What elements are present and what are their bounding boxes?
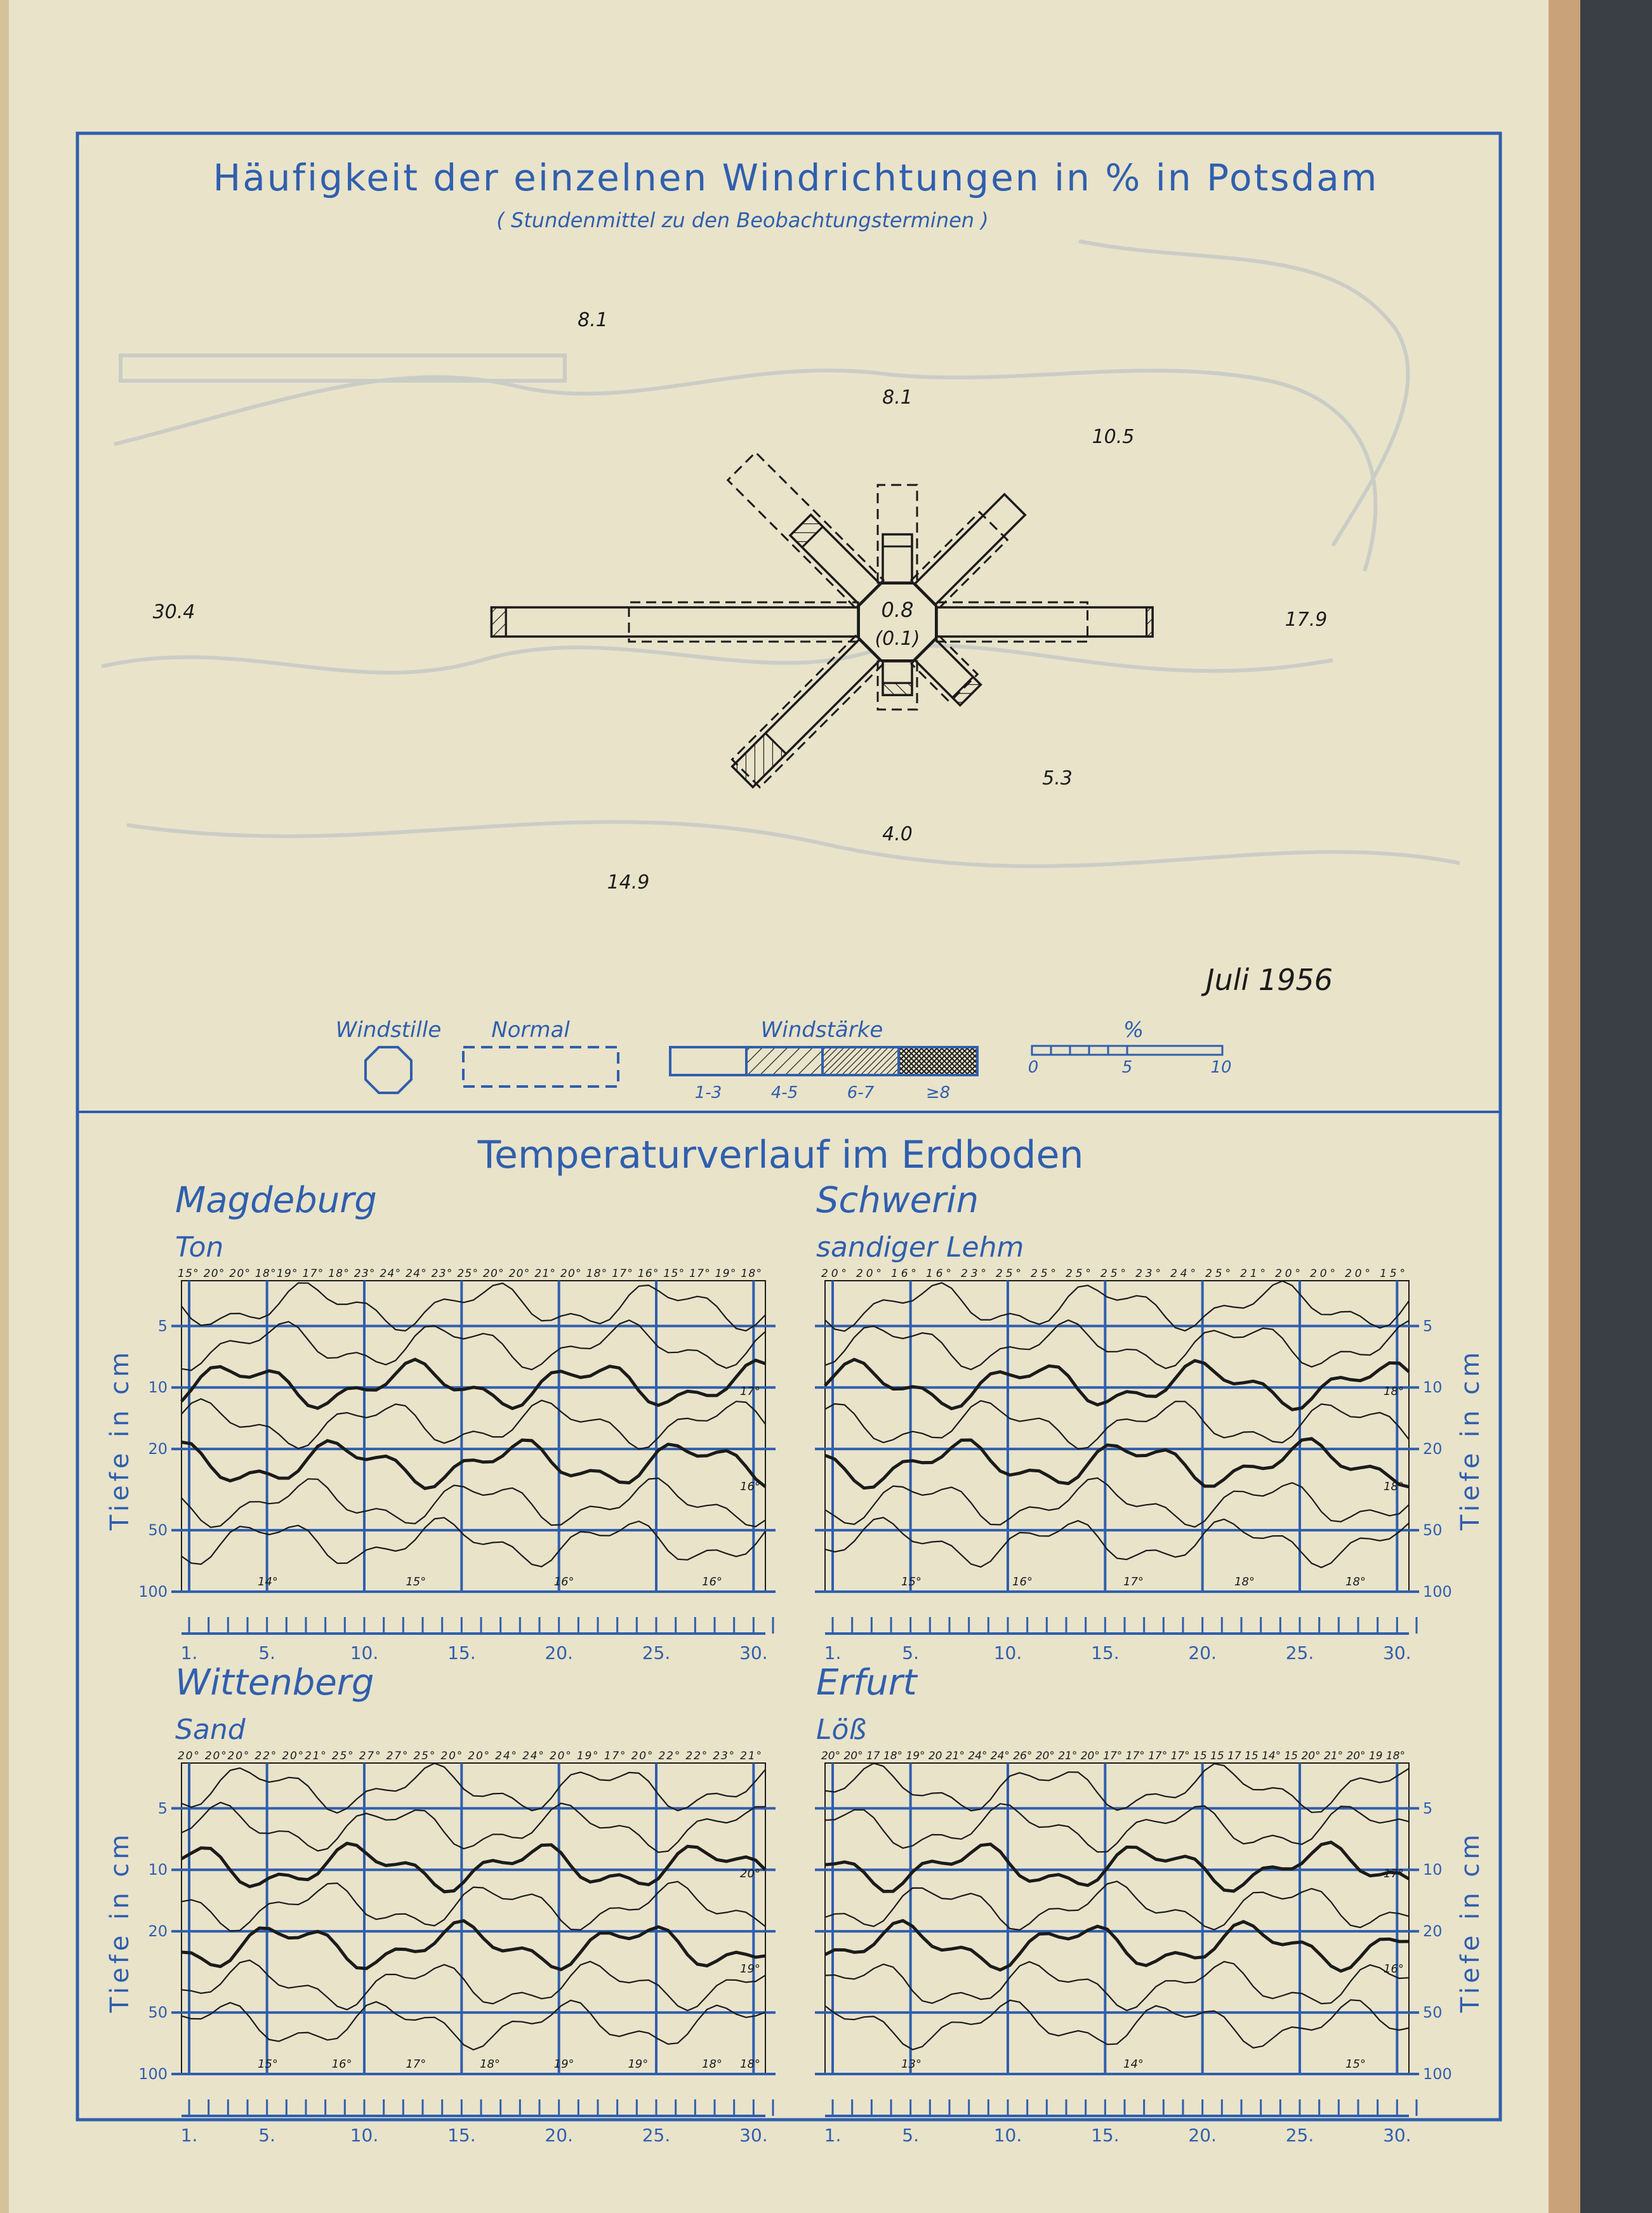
isopleth-magdeburg-3 [182,1399,765,1449]
station-soil-wittenberg: Sand [175,1714,246,1746]
day-label-schwerin-2: 10. [993,1642,1022,1663]
bottom-temp-wittenberg-0: 15° [258,2058,278,2071]
wind-label-ne: 10.5 [1092,426,1135,448]
legend-percent-0: 0 [1028,1058,1039,1077]
day-label-wittenberg-6: 30. [739,2125,768,2146]
isopleth-magdeburg-1 [182,1320,765,1370]
depth-tick-wittenberg-10: 10 [148,1861,168,1879]
isopleth-erfurt-0 [825,1763,1409,1813]
day-label-wittenberg-2: 10. [350,2125,379,2146]
panel-frame-schwerin [825,1281,1409,1592]
ylabel-magdeburg: Tiefe in cm [105,1348,135,1531]
isopleth-wittenberg-1 [182,1802,765,1853]
station-name-magdeburg: Magdeburg [175,1180,377,1221]
wind-bar-n [883,534,912,583]
isopleth-schwerin-4 [825,1439,1409,1488]
depth-tick-schwerin-100: 100 [1423,1583,1452,1601]
wind-month-label: Juli 1956 [1206,963,1333,997]
wind-subtitle: ( Stundenmittel zu den Beobachtungsterminen ) [496,208,989,232]
depth-tick-wittenberg-50: 50 [148,2004,168,2022]
ylabel-erfurt: Tiefe in cm [1456,1830,1485,2013]
legend-class-2: 4-5 [770,1083,798,1102]
depth-tick-schwerin-50: 50 [1423,1521,1443,1540]
day-label-magdeburg-6: 30. [739,1642,768,1663]
depth-tick-schwerin-20: 20 [1423,1440,1443,1458]
panel-frame-wittenberg [182,1763,765,2074]
legend-strength-1-3 [670,1047,746,1075]
day-label-schwerin-6: 30. [1383,1642,1411,1663]
isopleth-erfurt-6 [825,2000,1409,2049]
isopleth-schwerin-5 [825,1478,1409,1527]
wind-arm-n [878,485,917,583]
bottom-temp-magdeburg-3: 16° [702,1575,722,1589]
wind-arm-nw [728,453,883,608]
station-name-erfurt: Erfurt [816,1662,917,1703]
soil-panels [105,1180,1485,2146]
wind-segment-ne-1 [915,494,1026,605]
legend-percent-label: % [1123,1017,1144,1043]
day-label-wittenberg-0: 1. [180,2125,198,2146]
wind-arm-ne [911,491,1029,608]
ylabel-wittenberg: Tiefe in cm [105,1830,135,2013]
depth-tick-magdeburg-50: 50 [148,1521,168,1540]
depth-tick-erfurt-20: 20 [1423,1922,1443,1941]
wind-legend [336,1017,1232,1102]
isopleth-schwerin-0 [825,1281,1409,1331]
depth-tick-erfurt-5: 5 [1423,1799,1433,1818]
legend-normal-label: Normal [491,1017,570,1043]
soil-title: Temperaturverlauf im Erdboden [477,1133,1084,1177]
station-soil-magdeburg: Ton [175,1231,224,1264]
calm-value: 0.8 [881,598,914,622]
day-label-erfurt-5: 25. [1285,2125,1314,2146]
legend-strength-6-7 [823,1047,899,1075]
legend-calm-symbol [366,1047,411,1093]
bottom-temp-wittenberg-6: 18° [702,2058,722,2071]
bottom-temp-wittenberg-4: 19° [553,2058,574,2071]
panel-schwerin [815,1180,1485,1663]
wind-bar-w [491,607,858,637]
depth-tick-magdeburg-100: 100 [138,1583,168,1601]
bottom-temp-schwerin-0: 15° [901,1575,922,1589]
wind-label-w: 30.4 [152,601,195,623]
legend-strength-4-5 [746,1047,823,1075]
background-map [102,241,1460,866]
side-temp-schwerin-1: 18° [1384,1480,1404,1493]
wind-label-e: 17.9 [1285,609,1328,631]
wind-bar-ne [915,494,1026,605]
legend-percent-5: 5 [1121,1058,1133,1077]
depth-tick-schwerin-5: 5 [1423,1317,1433,1335]
wind-label-n: 8.1 [882,386,913,409]
legend-class-4: ≥8 [925,1083,951,1102]
day-label-erfurt-1: 5. [902,2125,920,2146]
left-page-edge [0,0,9,2213]
day-label-erfurt-3: 15. [1091,2125,1120,2146]
ylabel-schwerin: Tiefe in cm [1456,1348,1485,1531]
outer-frame [77,133,1500,2120]
bottom-temp-magdeburg-0: 14° [258,1575,278,1589]
side-temp-magdeburg-0: 17° [740,1385,760,1398]
day-label-magdeburg-3: 15. [447,1642,476,1663]
wind-segment-w-1 [506,607,858,637]
day-label-schwerin-1: 5. [902,1642,920,1663]
legend-percent-10: 10 [1210,1058,1232,1077]
wind-segment-n-1 [883,546,912,583]
book-binding [1580,0,1652,2213]
top-temps-wittenberg: 20° 20°20° 22° 20°21° 25° 27° 27° 25° 20° 20° 24° 24° 20° 19° 17° 20° 22° 22° 23° 21° [178,1750,762,1762]
legend-percent-scale [1032,1046,1222,1055]
station-soil-erfurt: Löß [816,1714,867,1746]
wind-segment-s-2 [883,683,912,695]
day-label-magdeburg-0: 1. [180,1642,198,1663]
day-label-wittenberg-1: 5. [258,2125,276,2146]
bottom-temp-erfurt-1: 14° [1123,2058,1144,2071]
panel-frame-magdeburg [182,1281,765,1592]
isopleth-erfurt-4 [825,1920,1409,1971]
top-temps-erfurt: 20° 20° 17 18° 19° 20 21° 24° 24° 26° 20° 21° 20° 17° 17° 17° 17° 15 15 17 15 14° 15 20° 21° 20° 19 18° [821,1750,1405,1762]
isopleths-erfurt [825,1763,1409,2049]
day-label-erfurt-0: 1. [824,2125,842,2146]
bottom-temp-erfurt-2: 15° [1345,2058,1366,2071]
day-label-magdeburg-2: 10. [350,1642,379,1663]
wind-segment-w-2 [491,607,506,637]
day-label-erfurt-6: 30. [1383,2125,1411,2146]
isopleth-schwerin-2 [825,1359,1409,1410]
isopleth-wittenberg-3 [182,1882,765,1931]
isopleth-magdeburg-4 [182,1440,765,1488]
bottom-temp-wittenberg-1: 16° [331,2058,352,2071]
bottom-temp-schwerin-4: 18° [1345,1575,1366,1589]
wind-label-sw: 14.9 [607,871,650,894]
panel-erfurt [815,1662,1485,2146]
wind-segment-sw-2 [732,733,786,787]
side-temp-wittenberg-0: 20° [740,1867,760,1880]
top-temps-magdeburg: 15° 20° 20° 18°19° 17° 18° 23° 24° 24° 23° 25° 20° 20° 21° 20° 18° 17° 16° 15° 17° 19° 18° [178,1267,762,1280]
calm-normal-value: (0.1) [875,628,920,650]
day-label-schwerin-4: 20. [1188,1642,1217,1663]
depth-tick-magdeburg-20: 20 [148,1440,168,1458]
wind-arm-s [878,661,917,710]
bottom-temp-schwerin-2: 17° [1123,1575,1144,1589]
isopleth-magdeburg-6 [182,1517,765,1566]
day-label-schwerin-3: 15. [1091,1642,1120,1663]
depth-tick-wittenberg-20: 20 [148,1922,168,1941]
depth-tick-wittenberg-100: 100 [138,2065,168,2083]
station-soil-schwerin: sandiger Lehm [816,1231,1024,1264]
side-temp-magdeburg-1: 16° [740,1480,760,1493]
wind-label-s: 4.0 [882,823,913,845]
isopleth-erfurt-5 [825,1962,1409,2011]
depth-tick-schwerin-10: 10 [1423,1378,1443,1397]
isopleths-wittenberg [182,1763,765,2050]
isopleth-wittenberg-6 [182,2000,765,2050]
wind-segment-s-1 [883,661,912,683]
legend-strength-8 [899,1047,977,1075]
legend-calm-label: Windstille [335,1017,442,1043]
day-label-magdeburg-4: 20. [545,1642,573,1663]
depth-tick-magdeburg-10: 10 [148,1378,168,1397]
side-temp-erfurt-1: 16° [1384,1962,1404,1976]
legend-strength-label: Windstärke [760,1017,883,1043]
top-temps-schwerin: 20° 20° 16° 16° 23° 25° 25° 25° 25° 23° 24° 25° 21° 20° 20° 20° 15° [821,1267,1405,1280]
wind-segment-e-1 [937,607,1147,637]
wind-arm-sw [729,636,883,791]
isopleth-wittenberg-0 [182,1763,765,1813]
isopleth-wittenberg-5 [182,1960,765,2011]
day-label-wittenberg-5: 25. [642,2125,671,2146]
day-label-erfurt-2: 10. [993,2125,1022,2146]
bottom-temp-magdeburg-1: 15° [406,1575,426,1589]
side-temp-wittenberg-1: 19° [740,1962,760,1976]
depth-tick-wittenberg-5: 5 [157,1799,168,1818]
depth-tick-magdeburg-5: 5 [157,1317,168,1335]
side-temp-erfurt-0: 17° [1384,1867,1404,1880]
bottom-temp-schwerin-3: 18° [1234,1575,1255,1589]
day-label-magdeburg-5: 25. [642,1642,671,1663]
depth-tick-erfurt-50: 50 [1423,2004,1443,2022]
side-temp-schwerin-0: 18° [1384,1385,1404,1398]
wind-label-nw: 8.1 [578,309,608,331]
day-label-wittenberg-3: 15. [447,2125,476,2146]
day-label-wittenberg-4: 20. [545,2125,573,2146]
isopleth-schwerin-6 [825,1517,1409,1568]
wind-title: Häufigkeit der einzelnen Windrichtungen in % in Potsdam [213,156,1379,199]
station-name-schwerin: Schwerin [816,1180,979,1221]
legend-class-1: 1-3 [694,1083,722,1102]
bottom-temp-wittenberg-3: 18° [480,2058,500,2071]
wind-rose [153,309,1328,894]
station-name-wittenberg: Wittenberg [175,1662,374,1703]
depth-tick-erfurt-10: 10 [1423,1861,1443,1879]
wind-arm-w [491,602,858,642]
panel-magdeburg [105,1180,776,1663]
day-label-schwerin-5: 25. [1285,1642,1314,1663]
isopleth-schwerin-1 [825,1320,1409,1370]
wind-label-se: 5.3 [1042,767,1073,789]
wind-segment-nw-2 [790,515,823,547]
wind-arm-e [937,602,1153,642]
isopleth-magdeburg-5 [182,1478,765,1527]
bottom-temp-schwerin-1: 16° [1012,1575,1033,1589]
side-temp-wittenberg-2: 18° [740,2058,760,2071]
page-stack-edge [1549,0,1580,2213]
legend-class-3: 6-7 [847,1083,875,1102]
depth-tick-erfurt-100: 100 [1423,2065,1452,2083]
day-label-magdeburg-1: 5. [258,1642,276,1663]
day-label-schwerin-0: 1. [824,1642,842,1663]
isopleth-wittenberg-4 [182,1921,765,1970]
wind-segment-sw-1 [765,640,880,754]
day-label-erfurt-4: 20. [1188,2125,1217,2146]
wind-bar-e [937,607,1153,637]
panel-wittenberg [105,1662,776,2146]
bottom-temp-wittenberg-2: 17° [406,2058,426,2071]
bottom-temp-magdeburg-2: 16° [553,1575,574,1589]
isopleth-erfurt-2 [825,1842,1409,1892]
wind-segment-e-2 [1147,607,1153,637]
isopleth-wittenberg-2 [182,1844,765,1892]
isopleth-erfurt-3 [825,1881,1409,1930]
bottom-temp-erfurt-0: 13° [901,2058,922,2071]
isopleth-magdeburg-0 [182,1283,765,1331]
isopleths-schwerin [825,1281,1409,1568]
isopleth-schwerin-3 [825,1401,1409,1449]
legend-normal-symbol [463,1047,618,1087]
bottom-temp-wittenberg-5: 19° [628,2058,649,2071]
wind-segment-se-2 [953,677,981,706]
isopleth-magdeburg-2 [182,1359,765,1408]
